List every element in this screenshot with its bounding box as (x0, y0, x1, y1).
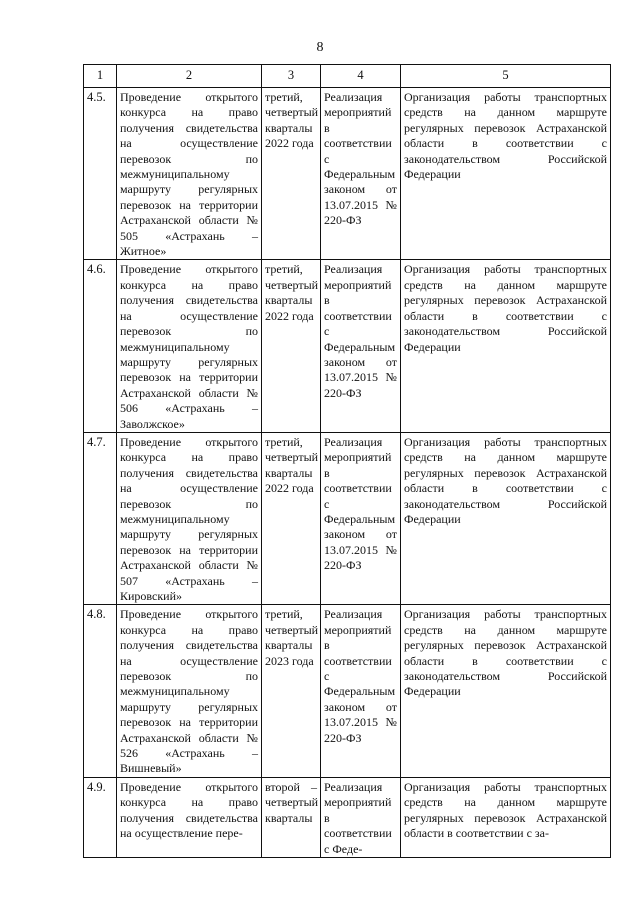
item-implementation: Реализация мероприятий в соответствии с Федеральным законом от 13.07.2015 № 220-ФЗ (321, 605, 401, 777)
table-row (84, 260, 611, 432)
table-row (84, 88, 611, 260)
column-header: 5 (401, 65, 611, 88)
item-result: Организация работы транспортных средств на данном маршруте регулярных перевозок Астраханской области в соответствии с законодательством Российской Федерации (401, 260, 611, 432)
item-number: 4.7. (84, 432, 117, 604)
column-header: 2 (117, 65, 262, 88)
item-period: третий, четвертый кварталы 2023 года (262, 605, 321, 777)
item-implementation: Реализация мероприятий в соответствии с Феде- (321, 777, 401, 857)
column-header: 4 (321, 65, 401, 88)
item-implementation: Реализация мероприятий в соответствии с Федеральным законом от 13.07.2015 № 220-ФЗ (321, 432, 401, 604)
table-row (84, 432, 611, 604)
item-period: третий, четвертый кварталы 2022 года (262, 260, 321, 432)
item-description: Проведение открытого конкурса на право получения свидетельства на осуществление перевозок по межмуниципальному маршруту регулярных перевозок на территории Астраханской области № 506 «Астрахань – Заволжское» (117, 260, 262, 432)
item-number: 4.9. (84, 777, 117, 857)
plan-table (83, 64, 611, 858)
table-row (84, 777, 611, 857)
column-header: 1 (84, 65, 117, 88)
item-description: Проведение открытого конкурса на право получения свидетельства на осуществление перевозок по межмуниципальному маршруту регулярных перевозок на территории Астраханской области № 526 «Астрахань – Вишневый» (117, 605, 262, 777)
item-number: 4.8. (84, 605, 117, 777)
item-description: Проведение открытого конкурса на право получения свидетельства на осуществление перевозок по межмуниципальному маршруту регулярных перевозок на территории Астраханской области № 507 «Астрахань – Кировский» (117, 432, 262, 604)
item-result: Организация работы транспортных средств на данном маршруте регулярных перевозок Астраханской области в соответствии с законодательством Российской Федерации (401, 88, 611, 260)
item-result: Организация работы транспортных средств на данном маршруте регулярных перевозок Астраханской области в соответствии с законодательством Российской Федерации (401, 432, 611, 604)
item-period: второй – четвертый кварталы (262, 777, 321, 857)
item-implementation: Реализация мероприятий в соответствии с Федеральным законом от 13.07.2015 № 220-ФЗ (321, 88, 401, 260)
item-period: третий, четвертый кварталы 2022 года (262, 432, 321, 604)
column-header: 3 (262, 65, 321, 88)
item-description: Проведение открытого конкурса на право получения свидетельства на осуществление перевозок по межмуниципальному маршруту регулярных перевозок на территории Астраханской области № 505 «Астрахань – Житное» (117, 88, 262, 260)
item-implementation: Реализация мероприятий в соответствии с Федеральным законом от 13.07.2015 № 220-ФЗ (321, 260, 401, 432)
item-number: 4.5. (84, 88, 117, 260)
item-description: Проведение открытого конкурса на право получения свидетельства на осуществление пере- (117, 777, 262, 857)
page-number: 8 (316, 40, 324, 55)
item-number: 4.6. (84, 260, 117, 432)
table-header-row (84, 65, 611, 88)
table-row (84, 605, 611, 777)
item-result: Организация работы транспортных средств на данном маршруте регулярных перевозок Астраханской области в соответствии с за- (401, 777, 611, 857)
item-result: Организация работы транспортных средств на данном маршруте регулярных перевозок Астраханской области в соответствии с законодательством Российской Федерации (401, 605, 611, 777)
item-period: третий, четвертый кварталы 2022 года (262, 88, 321, 260)
